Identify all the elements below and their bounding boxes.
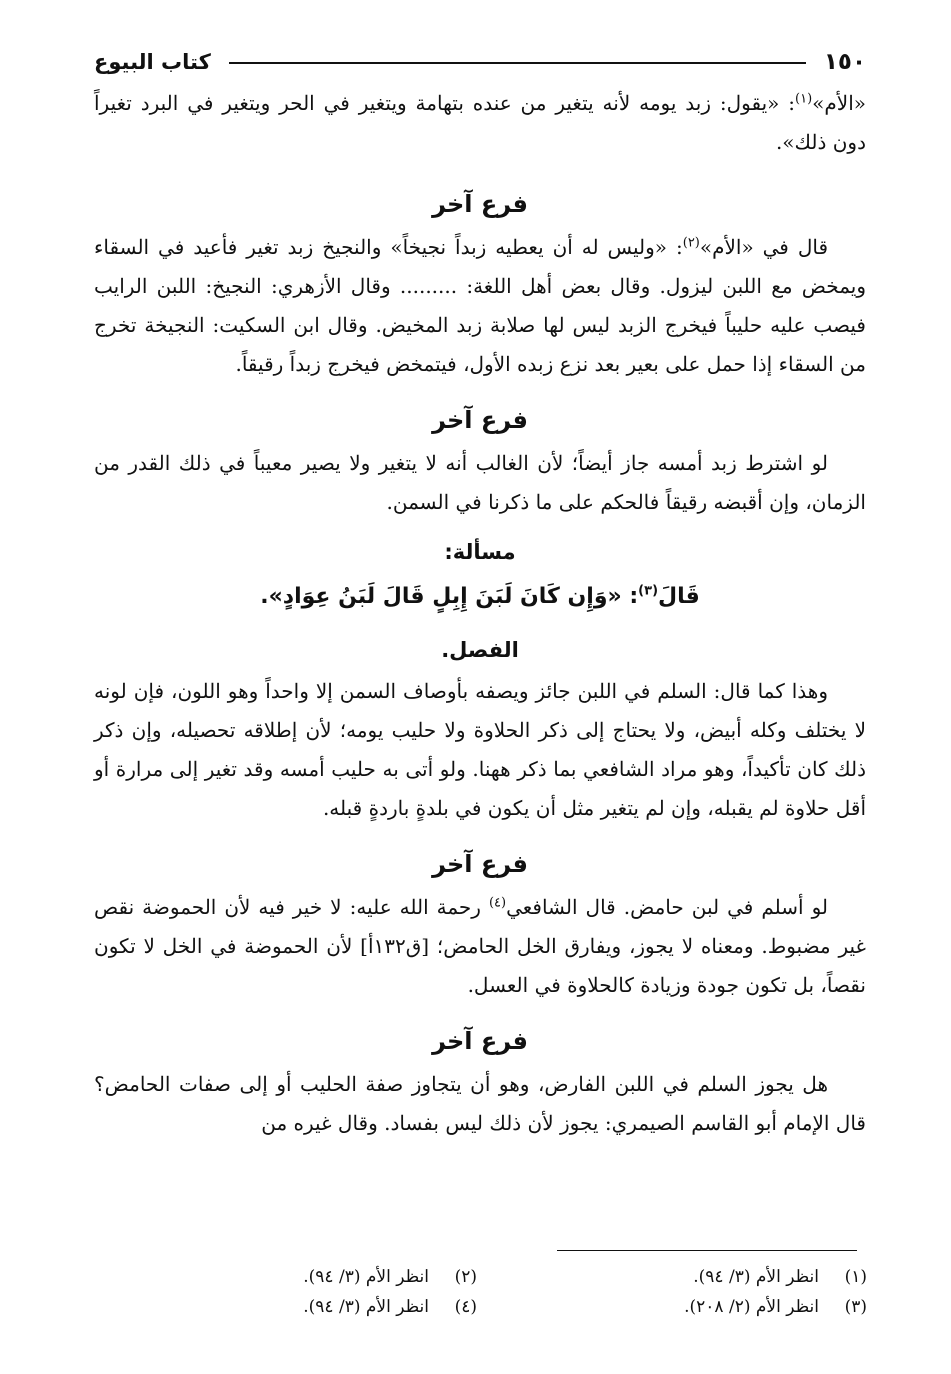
paragraph-2-rest: : «وليس له أن يعطيه زبداً نجيخاً» والنجيخ زبد تغير فأعيد في السقاء ويمخض مع اللبن ليزول. وقال بعض أهل اللغة: ......... وقال الأزهري: النجيخ: اللبن الرايب فيصب عليه حليباً فيخرج الزبد ليس لها صلابة زبد المخيض. وقال ابن السكيت: النجيخة تخرج من السقاء إذا حمل على بعير بعد نزع زبده الأول، فيتمخض فيخرج زبداً رقيقاً. xyxy=(94,235,866,376)
footnote-rule xyxy=(557,1250,857,1251)
footnote-number: (٣) xyxy=(844,1297,867,1317)
paragraph-1 xyxy=(94,84,866,162)
section-heading-3: فرع آخر xyxy=(432,850,528,878)
footnote-ref-3: (٣) xyxy=(638,583,659,599)
book-title: كتاب البيوع xyxy=(94,50,211,74)
fasl-heading: الفصل. xyxy=(441,638,519,662)
footnote-ref-2: (٢) xyxy=(682,235,700,251)
paragraph-4: وهذا كما قال: السلم في اللبن جائز ويصفه بأوصاف السمن إلا واحداً وهو اللون، فإن لونه لا يختلف وكله أبيض، ولا يحتاج إلى ذكر الحلاوة ولا حليب يومه؛ لأن إطلاقه تحصيله، وإن ذكر ذلك كان تأكيداً، وهو مراد الشافعي بما ذكر ههنا. ولو أتى به حليب أمسه وقد تغير إلى مرارة أو أقل حلاوة لم يقبله، وإن لم يتغير مثل أن يكون في بلدةٍ باردةٍ قبله. xyxy=(94,679,866,820)
masala-heading: مسألة: xyxy=(444,540,516,564)
quoted-text xyxy=(94,574,866,620)
section-heading-4: فرع آخر xyxy=(432,1027,528,1055)
footnote-text: انظر الأم (٣/ ٩٤). xyxy=(693,1267,819,1287)
paragraph-5-start: لو أسلم في لبن حامض. قال الشافعي xyxy=(506,895,828,919)
footnote-4 xyxy=(87,1292,477,1322)
footnote-text: انظر الأم (٣/ ٩٤). xyxy=(303,1297,429,1317)
quoted-text-start: قَالَ xyxy=(658,584,700,609)
section-heading-2: فرع آخر xyxy=(432,406,528,434)
footnote-row xyxy=(85,1262,867,1292)
footnote-number: (٢) xyxy=(454,1267,477,1287)
footnote-row xyxy=(85,1292,867,1322)
page-number: ١٥٠ xyxy=(823,49,866,75)
footnote-ref-4: (٤) xyxy=(488,895,507,911)
paragraph-5 xyxy=(94,888,866,1005)
footnote-number: (١) xyxy=(844,1267,867,1287)
footnote-text: انظر الأم (٢/ ٢٠٨). xyxy=(684,1297,819,1317)
footnote-ref-1: (١) xyxy=(795,91,813,107)
header-rule xyxy=(229,62,806,64)
paragraph-5-rest: رحمة الله عليه: لا خير فيه لأن الحموضة نقص غير مضبوط. ومعناه لا يجوز، ويفارق الخل الحامض؛ [ق١٣٢أ] لأن الحموضة في الخل لا تكون نقصاً، بل تكون جودة وزيادة كالحلاوة في العسل. xyxy=(94,895,866,997)
page xyxy=(94,40,866,1143)
footnote-2 xyxy=(87,1262,477,1292)
paragraph-2 xyxy=(94,228,866,384)
section-heading-1: فرع آخر xyxy=(432,190,528,218)
quoted-text-rest: : «وَإِن كَانَ لَبَنَ إِبِلٍ قَالَ لَبَنُ عِوَادٍ». xyxy=(260,584,639,609)
footnote-number: (٤) xyxy=(454,1297,477,1317)
footnote-1 xyxy=(477,1262,867,1292)
paragraph-6: هل يجوز السلم في اللبن الفارض، وهو أن يتجاوز صفة الحليب أو إلى صفات الحامض؟ قال الإمام أبو القاسم الصيمري: يجوز لأن ذلك ليس بفساد. وقال غيره من xyxy=(94,1072,866,1135)
footnotes xyxy=(85,1262,867,1322)
paragraph-3: لو اشترط زبد أمسه جاز أيضاً؛ لأن الغالب أنه لا يتغير ولا يصير معيباً في ذلك القدر من الزمان، وإن أقبضه رقيقاً فالحكم على ما ذكرنا في السمن. xyxy=(94,451,866,514)
running-header xyxy=(94,40,866,84)
paragraph-1-rest: : «يقول: زبد يومه لأنه يتغير من عنده بتهامة ويتغير في الحر ويتغير في البرد تغيراً دون ذلك». xyxy=(94,91,866,154)
footnote-text: انظر الأم (٣/ ٩٤). xyxy=(303,1267,429,1287)
paragraph-1-start: «الأم» xyxy=(812,91,866,115)
footnote-3 xyxy=(477,1292,867,1322)
paragraph-2-start: قال في «الأم» xyxy=(699,235,828,259)
